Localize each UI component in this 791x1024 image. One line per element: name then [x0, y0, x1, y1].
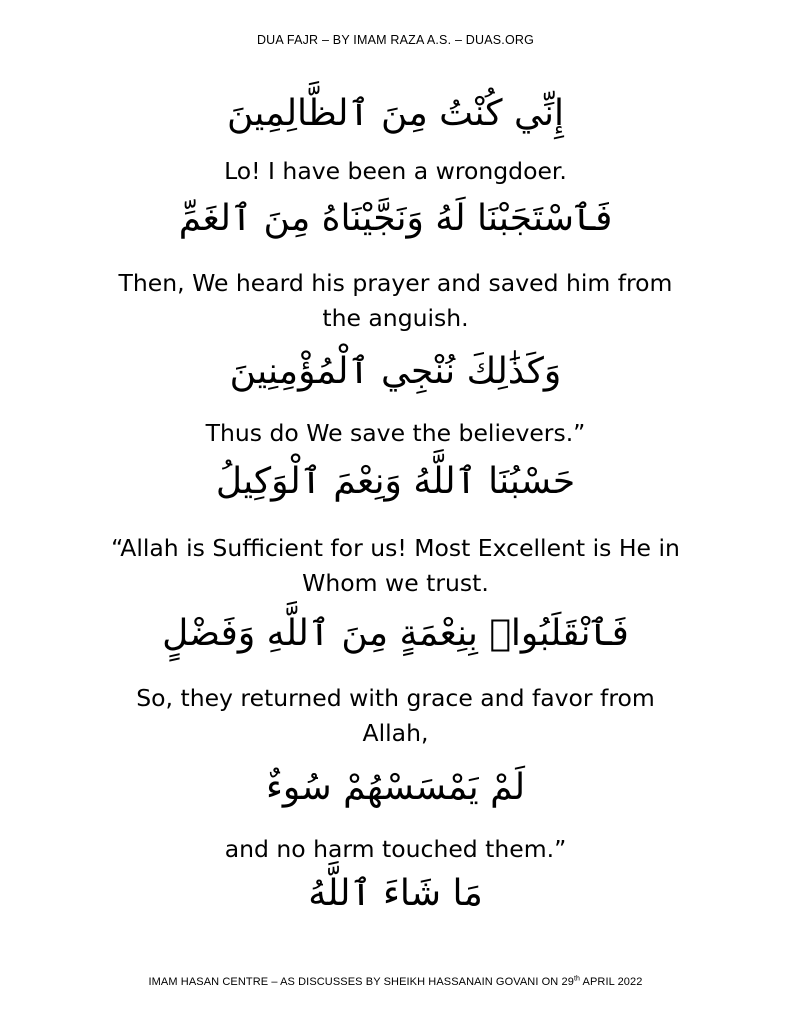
verse-3-translation: Thus do We save the believers.” [205, 419, 586, 447]
footer-date-tail: APRIL 2022 [580, 976, 643, 988]
verse-5-translation: So, they returned with grace and favor from Allah, [136, 684, 655, 747]
page-header: DUA FAJR – BY IMAM RAZA A.S. – DUAS.ORG [256, 33, 535, 47]
page-footer [0, 976, 791, 988]
verse-1-arabic: إِنِّي كُنْتُ مِنَ ٱلظَّالِمِينَ [226, 93, 564, 134]
verse-3-arabic: وَكَذَٰلِكَ نُنْجِي ٱلْمُؤْمِنِينَ [229, 351, 562, 392]
footer-date-suffix: th [573, 975, 580, 983]
verse-7-arabic: مَا شَاءَ ٱللَّهُ [308, 873, 483, 914]
verse-4-arabic: حَسْبُنَا ٱللَّهُ وَنِعْمَ ٱلْوَكِيلُ [215, 461, 576, 502]
footer-text: IMAM HASAN CENTRE – AS DISCUSSES BY SHEIKH HASSANAIN GOVANI ON 29 [148, 976, 574, 988]
verse-1-translation: Lo! I have been a wrongdoer. [224, 157, 567, 185]
verse-2-translation: Then, We heard his prayer and saved him from the anguish. [118, 269, 673, 332]
verse-2-arabic: فَٱسْتَجَبْنَا لَهُ وَنَجَّيْنَاهُ مِنَ ٱلغَمِّ [178, 198, 613, 239]
verse-4-translation: “Allah is Sufficient for us! Most Excellent is He in Whom we trust. [111, 534, 680, 597]
verse-6-arabic: لَمْ يَمْسَسْهُمْ سُوءٌ [265, 767, 526, 808]
verse-6-translation: and no harm touched them.” [224, 835, 567, 863]
verse-5-arabic: فَٱنْقَلَبُوا۟ بِنِعْمَةٍ مِنَ ٱللَّهِ وَفَضْلٍ [162, 613, 629, 654]
